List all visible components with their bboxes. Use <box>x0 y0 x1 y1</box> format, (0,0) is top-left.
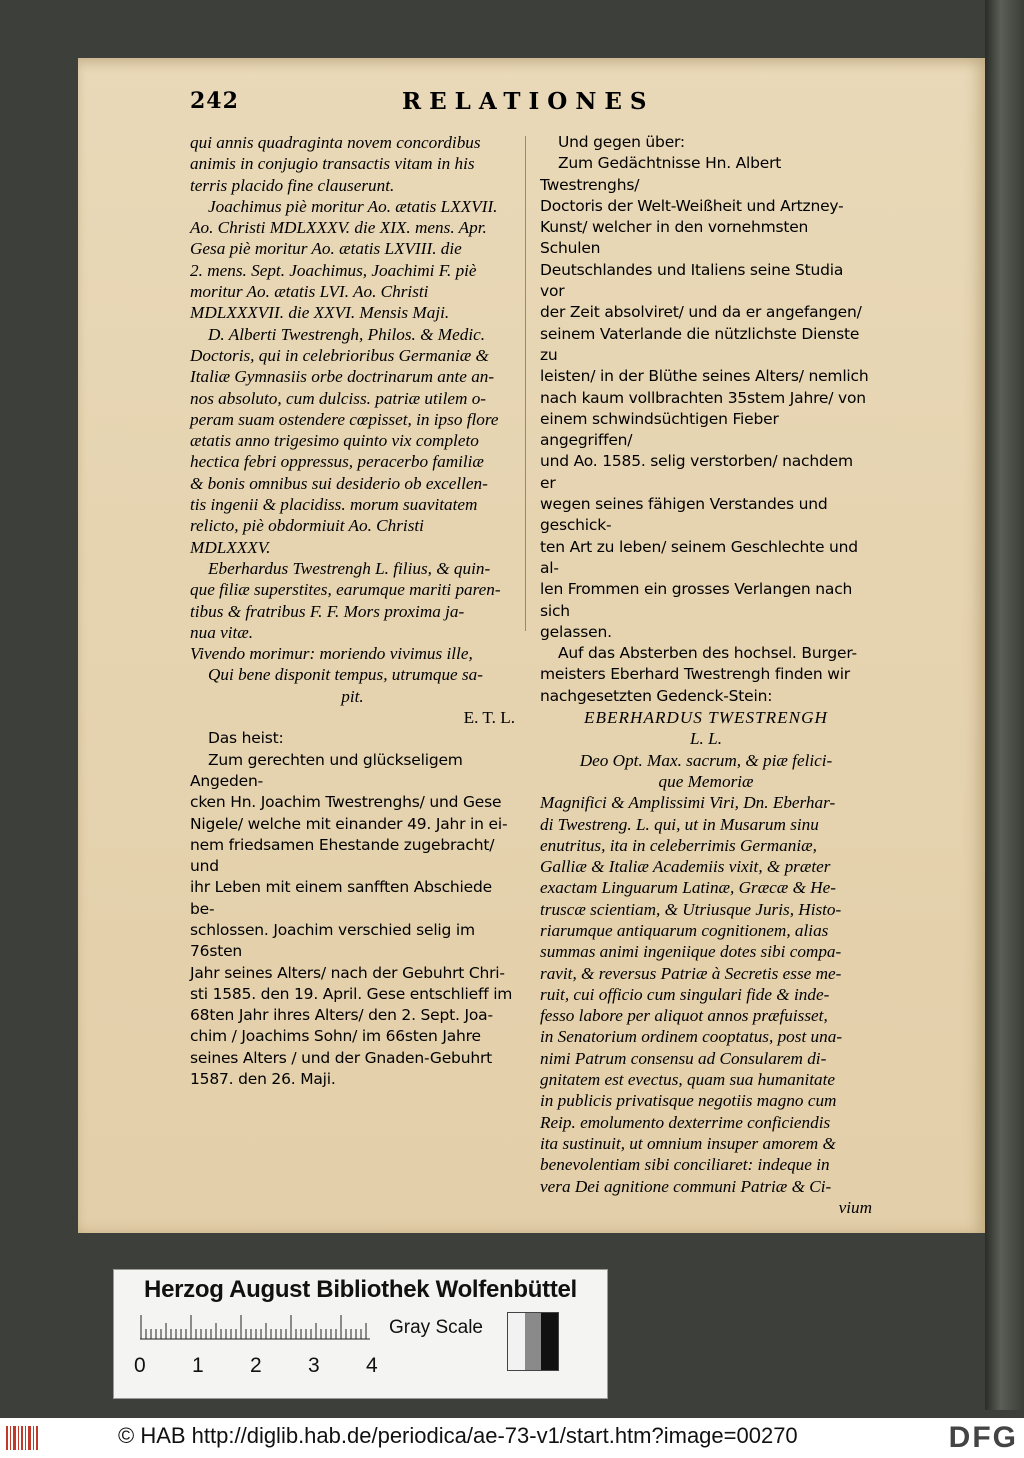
text-line: tis ingenii & placidiss. morum suavitatem <box>190 495 478 515</box>
text-line: Doctoris, qui in celebrioribus Germaniæ & <box>190 345 489 365</box>
text-line: der Zeit absolviret/ und da er angefangen/ <box>540 303 862 322</box>
text-line: D. Alberti Twestrengh, Philos. & Medic. <box>208 324 486 344</box>
gray-scale-swatches <box>507 1312 559 1371</box>
text-line: nua vitæ. <box>190 622 254 642</box>
swatch-white <box>508 1313 525 1370</box>
text-line: sti 1585. den 19. April. Gese entschlieff im <box>190 984 513 1003</box>
text-line: 68ten Jahr ihres Alters/ den 2. Sept. Joa- <box>190 1006 493 1025</box>
text-line: seines Alters / und der Gnaden-Gebuhrt <box>190 1048 492 1067</box>
inscription-heading: EBERHARDUS TWESTRENGH <box>584 708 828 728</box>
text-line: ravit, & reversus Patriæ à Secretis esse me- <box>540 963 842 983</box>
text-line: que Memoriæ <box>658 771 754 791</box>
text-line: nachgesetzten Gedenck-Stein: <box>540 686 773 705</box>
text-line: Ao. Christi MDLXXXV. die XIX. mens. Apr. <box>190 218 487 238</box>
text-line: wegen seines fähigen Verstandes und geschick- <box>540 495 828 535</box>
text-line: gelassen. <box>540 622 612 641</box>
text-line: 2. mens. Sept. Joachimus, Joachimi F. piè <box>190 260 477 280</box>
footer-bar <box>0 1418 1024 1458</box>
section-heading: Und gegen über: <box>558 133 685 151</box>
ruler-number: 2 <box>250 1354 262 1377</box>
text-line: summas animi ingeniique dotes sibi compa- <box>540 942 842 962</box>
ruler-number: 0 <box>134 1354 146 1377</box>
text-line: MDLXXXV. <box>190 537 271 557</box>
book-spine <box>985 0 1024 1410</box>
text-line: animis in conjugio transactis vitam in his <box>190 154 475 174</box>
text-line: Magnifici & Amplissimi Viri, Dn. Eberhar- <box>540 793 836 813</box>
text-line: Jahr seines Alters/ nach der Gebuhrt Chri- <box>190 963 505 982</box>
text-line: & bonis omnibus sui desiderio ob excellen- <box>190 473 488 493</box>
text-line: seinem Vaterlande die nützlichste Dienste zu <box>540 324 860 364</box>
text-line: Auf das Absterben des hochsel. Burger- <box>558 644 857 663</box>
ruler-ticks <box>140 1314 370 1340</box>
text-line: Kunst/ welcher in den vornehmsten Schulen <box>540 218 809 258</box>
page-title: RELATIONES <box>402 88 655 115</box>
text-line: Gesa piè moritur Ao. ætatis LXVIII. die <box>190 239 462 259</box>
text-line: vera Dei agnitione communi Patriæ & Ci- <box>540 1176 832 1196</box>
text-line: Qui bene disponit tempus, utrumque sa- <box>208 665 483 685</box>
text-line: in publicis privatisque negotiis magno cum <box>540 1091 837 1111</box>
text-line: terris placido fine clauserunt. <box>190 175 395 195</box>
column-divider <box>525 136 526 631</box>
ruler-number: 3 <box>308 1354 320 1377</box>
text-line: nos absoluto, cum dulciss. patriæ utilem o- <box>190 388 487 408</box>
ruler-number: 4 <box>366 1354 378 1377</box>
text-line: Reip. emolumento dexterrime conficiendis <box>540 1112 831 1132</box>
text-line: ætatis anno trigesimo quinto vix completo <box>190 431 479 451</box>
barcode-icon <box>6 1424 40 1452</box>
text-line: nach kaum vollbrachten 35stem Jahre/ von <box>540 388 866 407</box>
dfg-logo: DFG <box>948 1421 1018 1454</box>
copyright-link[interactable]: © HAB http://diglib.hab.de/periodica/ae-73-v1/start.htm?image=00270 <box>118 1423 798 1448</box>
library-name: Herzog August Bibliothek Wolfenbüttel <box>144 1276 577 1303</box>
text-line: Zum gerechten und glückseligem Angeden- <box>190 750 463 790</box>
text-line: Doctoris der Welt-Weißheit und Artzney- <box>540 196 844 215</box>
text-line: E. T. L. <box>463 708 515 728</box>
text-line: cken Hn. Joachim Twestrenghs/ und Gese <box>190 793 502 812</box>
text-line: Zum Gedächtnisse Hn. Albert Twestrenghs/ <box>540 154 782 194</box>
text-line: meisters Eberhard Twestrengh finden wir <box>540 665 850 684</box>
text-line: gnitatem est evectus, quam sua humanitate <box>540 1070 835 1090</box>
text-line: in Senatorium ordinem cooptatus, post una- <box>540 1027 843 1047</box>
text-line: pit. <box>341 686 364 706</box>
text-line: schlossen. Joachim verschied selig im 76sten <box>190 920 475 961</box>
text-line: Deutschlandes und Italiens seine Studia vor <box>540 260 844 301</box>
text-line: Deo Opt. Max. sacrum, & piæ felici- <box>579 750 833 770</box>
text-line: riarumque antiquarum cognitionem, alias <box>540 920 829 940</box>
text-line: Vivendo morimur: moriendo vivimus ille, <box>190 644 473 664</box>
text-line: peram suam ostendere cœpisset, in ipso flore <box>190 409 499 429</box>
text-line: benevolentiam sibi conciliaret: indeque in <box>540 1155 830 1175</box>
text-line: relicto, piè obdormiuit Ao. Christi <box>190 516 424 536</box>
gray-scale-label: Gray Scale <box>389 1317 483 1338</box>
text-line: L. L. <box>689 729 722 749</box>
ruler <box>140 1314 370 1340</box>
text-line: truscæ scientiam, & Utriusque Juris, Histo- <box>540 899 842 919</box>
right-column <box>540 132 872 1218</box>
text-line: que filiæ superstites, earumque mariti paren- <box>190 580 501 600</box>
text-line: MDLXXXVII. die XXVI. Mensis Maji. <box>190 303 450 323</box>
text-line: 1587. den 26. Maji. <box>190 1070 336 1089</box>
text-line: Nigele/ welche mit einander 49. Jahr in ei- <box>190 814 508 833</box>
text-line: Eberhardus Twestrengh L. filius, & quin- <box>208 558 491 578</box>
text-line: nem friedsamen Ehestande zugebracht/ und <box>190 835 495 876</box>
text-line: len Frommen ein grosses Verlangen nach sich <box>540 580 853 620</box>
text-line: Italiæ Gymnasiis orbe doctrinarum ante an- <box>190 367 495 387</box>
swatch-black <box>541 1313 558 1370</box>
ruler-number: 1 <box>192 1354 204 1377</box>
left-column <box>190 132 515 1090</box>
text-line: tibus & fratribus F. F. Mors proxima ja- <box>190 601 465 621</box>
swatch-gray <box>525 1313 542 1370</box>
text-line: nimi Patrum consensu ad Consularem di- <box>540 1048 827 1068</box>
catchword: vium <box>838 1197 872 1217</box>
text-line: hectica febri oppressus, peracerbo familiæ <box>190 452 484 472</box>
text-line: di Twestreng. L. qui, ut in Musarum sinu <box>540 814 819 834</box>
text-line: ruit, cui officio cum singulari fide & inde- <box>540 984 830 1004</box>
scale-card <box>113 1269 608 1399</box>
text-line: qui annis quadraginta novem concordibus <box>190 133 481 152</box>
text-line: exactam Linguarum Latinæ, Græcæ & He- <box>540 878 836 898</box>
text-line: moritur Ao. ætatis LVI. Ao. Christi <box>190 282 429 302</box>
text-line: Joachimus piè moritur Ao. ætatis LXXVII. <box>208 196 498 216</box>
text-line: enutritus, ita in celeberrimis Germaniæ, <box>540 835 817 855</box>
text-line: ita sustinuit, ut omnium insuper amorem & <box>540 1133 836 1153</box>
text-line: chim / Joachims Sohn/ im 66sten Jahre <box>190 1027 481 1046</box>
section-heading: Das heist: <box>208 729 284 748</box>
running-head <box>190 88 910 118</box>
text-line: Galliæ & Italiæ Academiis vixit, & præter <box>540 857 831 877</box>
text-line: leisten/ in der Blüthe seines Alters/ nemlich <box>540 367 869 386</box>
ruler-numbers <box>134 1354 378 1380</box>
text-line: und Ao. 1585. selig verstorben/ nachdem er <box>540 452 853 492</box>
page-number: 242 <box>190 88 239 114</box>
text-line: fesso labore per aliquot annos præfuisset, <box>540 1006 828 1026</box>
text-line: ten Art zu leben/ seinem Geschlechte und al- <box>540 537 858 577</box>
text-line: ihr Leben mit einem sanfften Abschiede be- <box>190 878 492 918</box>
text-line: einem schwindsüchtigen Fieber angegriffen/ <box>540 409 779 450</box>
